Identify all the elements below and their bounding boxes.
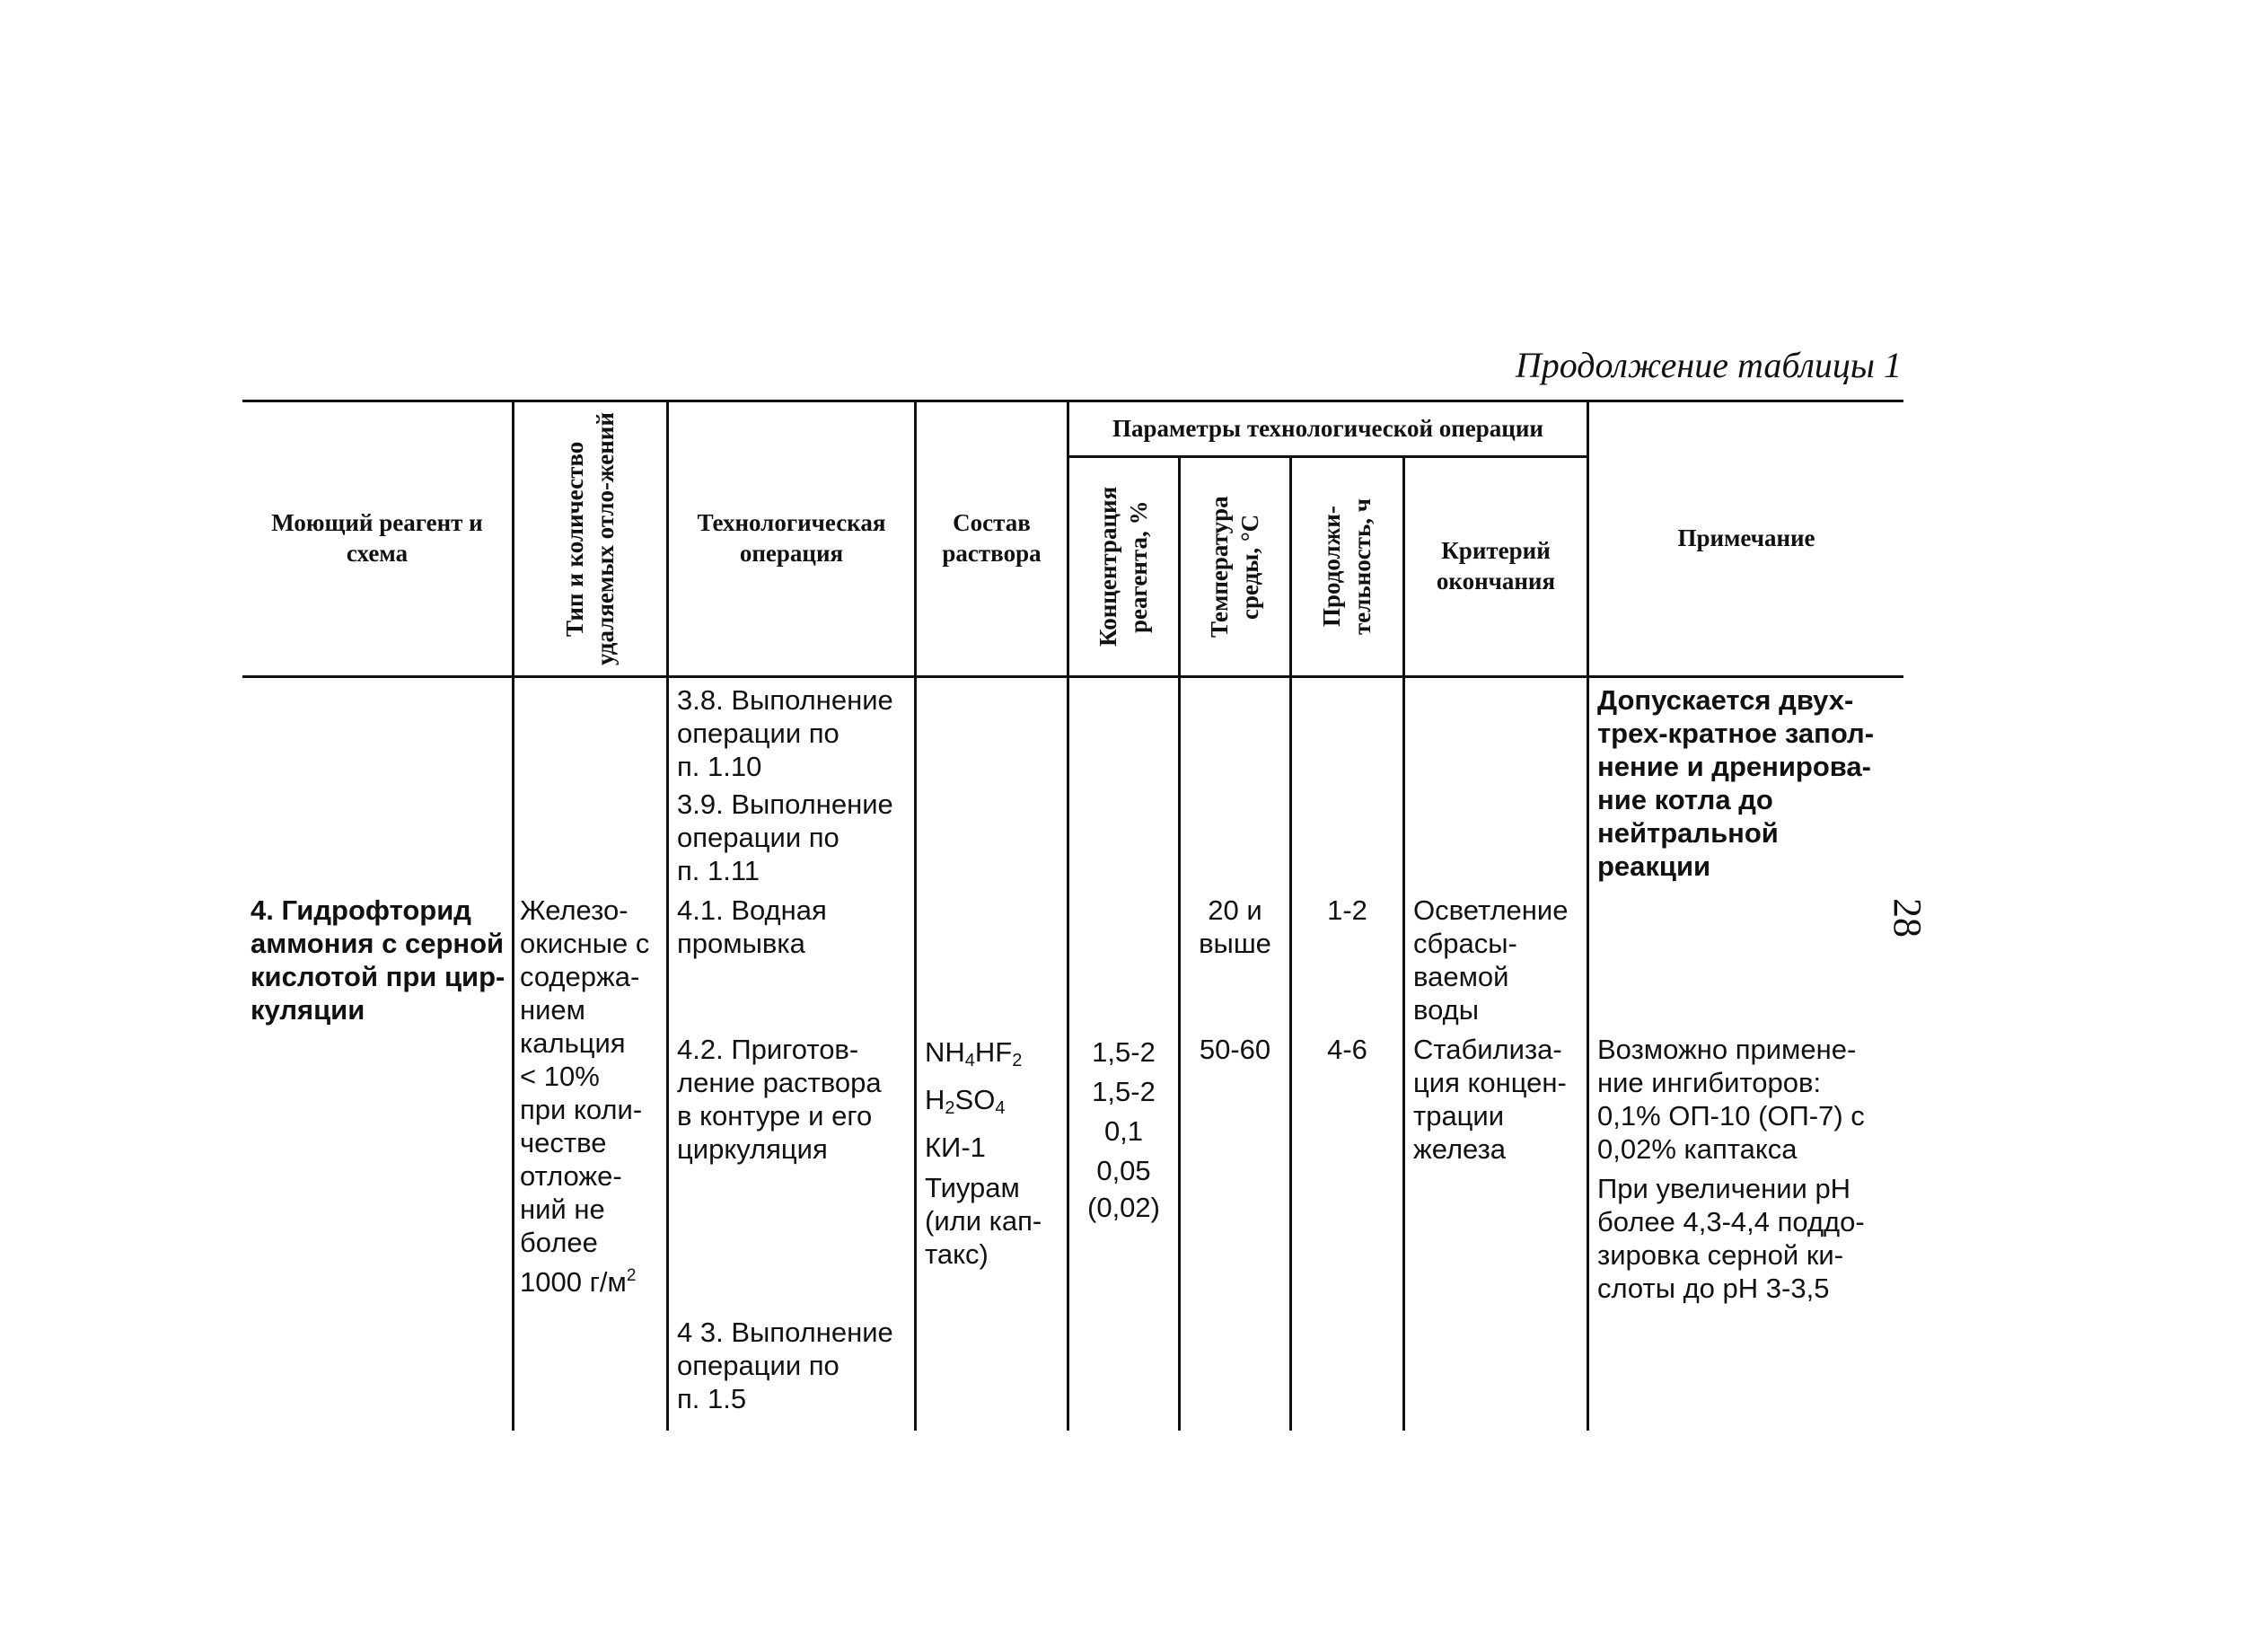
solution-4-2 [925,1033,1061,1271]
col-temperature [1178,678,1289,1431]
temperature-4-1: 20 и выше [1199,894,1271,959]
criterion-4-1: Осветление сбрасы- ваемой воды [1413,894,1569,1026]
header-operation: Технологическая операция [666,402,914,678]
solution-h2so4: $H_2SO_4$ [925,1084,1006,1118]
operation-4-2: 4.2. Приготов- ление раствора в контуре и его циркуляция [677,1034,882,1165]
col-deposits [512,678,666,1431]
col-operation [666,678,914,1431]
deposits-4: Железо- окисные с содержа- нием кальция < 10% при коли- честве отложе- ний не более 1000 $г/м^2$ [520,894,650,1298]
temperature-4-2: 50-60 [1199,1034,1271,1065]
header-note: Примечание [1587,402,1903,678]
col-concentration [1067,678,1178,1431]
note-3: Допускается двух- трех-кратное запол- нение и дренирова- ние котла до нейтральной реакции [1597,684,1875,882]
duration-4-1: 1-2 [1327,894,1367,926]
reagent-4: 4. Гидрофторид аммония с серной кислотой при цир- куляции [251,894,505,1026]
note-4-2a: Возможно примене- ние ингибиторов: 0,1% ОП-10 (ОП-7) с 0,02% каптакса [1597,1034,1865,1165]
duration-4-2: 4-6 [1327,1034,1367,1065]
operation-3-9: 3.9. Выполнение операции по п. 1.11 [677,788,893,886]
header-reagent: Моющий реагент и схема [242,402,512,678]
header-temperature [1178,458,1289,678]
operation-4-1: 4.1. Водная промывка [677,894,827,959]
col-reagent [242,678,512,1431]
operation-3-8: 3.8. Выполнение операции по п. 1.10 [677,684,893,782]
operation-4-3: 4 3. Выполнение операции по п. 1.5 [677,1317,893,1414]
col-note [1587,678,1903,1431]
solution-tiuram: Тиурам (или кап- такс) [925,1172,1042,1270]
cleaning-table [242,400,1903,1428]
concentration-4-2: 1,5-2 1,5-2 0,1 0,05 (0,02) [1087,1036,1160,1223]
solution-ki1: КИ-1 [925,1132,986,1163]
solution-nh4hf2: $NH_4HF_2$ [925,1036,1023,1070]
note-4-2b: При увеличении pH более 4,3-4,4 поддо- зировка серной ки- слоты до pH 3-3,5 [1597,1173,1865,1304]
header-temperature-label: Температура среды, °С [1205,496,1263,638]
page-number: 28 [1886,898,1930,938]
header-params-group: Параметры технологической операции [1067,402,1587,458]
header-deposits [512,402,666,678]
header-concentration-label: Концентрация реагента, % [1094,486,1152,647]
col-solution [914,678,1067,1431]
col-duration [1289,678,1402,1431]
header-deposits-label: Тип и количество удаляемых отло-жений [560,412,619,665]
header-duration [1289,458,1402,678]
table-continuation-caption: Продолжение таблицы 1 [1515,345,1902,385]
criterion-4-2: Стабилиза- ция концен- трации железа [1413,1034,1567,1165]
col-criterion [1402,678,1587,1431]
header-solution: Состав раствора [914,402,1067,678]
header-criterion: Критерий окончания [1402,458,1587,678]
header-duration-label: Продолжи-тельность, ч [1317,498,1376,635]
header-concentration [1067,458,1178,678]
